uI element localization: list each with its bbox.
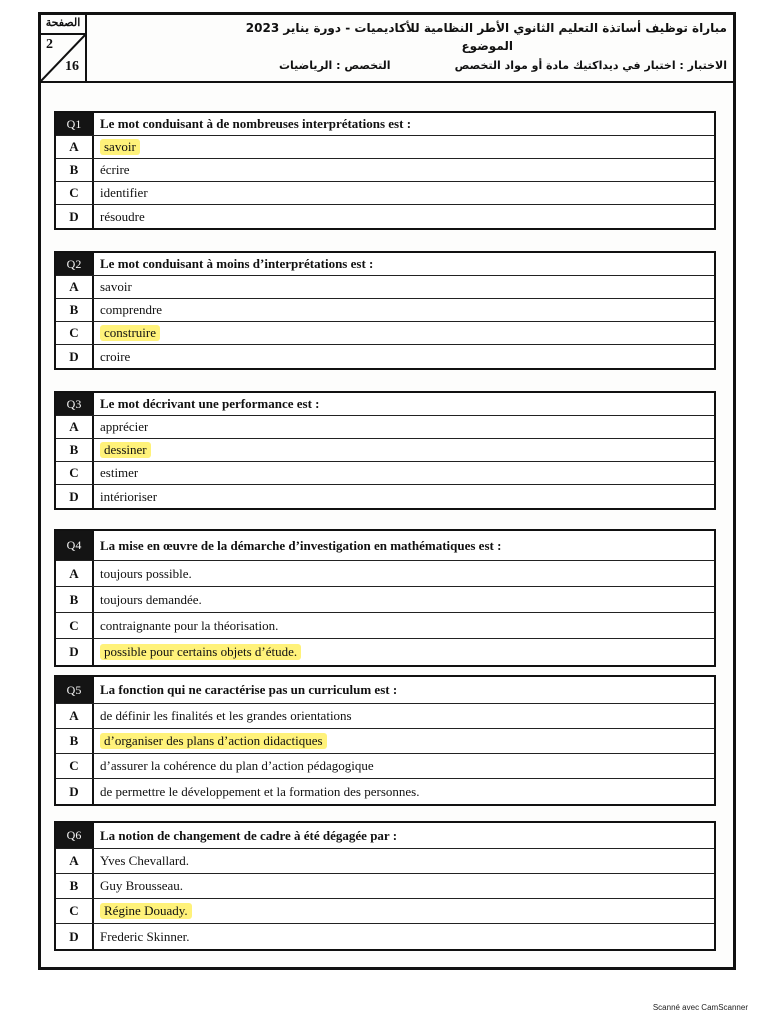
- option-text: de définir les finalités et les grandes orientations: [100, 708, 352, 723]
- exam-title: مباراة توظيف أساتذة التعليم الثانوي الأطر النظامية للأكاديميات - دورة يناير 2023: [245, 21, 727, 35]
- question-header-row: [56, 113, 714, 136]
- question-header-row: [56, 677, 714, 704]
- question-block-q3: [54, 391, 716, 510]
- question-block-q2: [54, 251, 716, 370]
- question-text: Le mot conduisant à de nombreuses interprétations est :: [100, 116, 412, 131]
- question-text: Le mot décrivant une performance est :: [100, 396, 320, 411]
- option-row[interactable]: [56, 159, 714, 182]
- question-block-q1: [54, 111, 716, 230]
- option-letter: A: [56, 276, 94, 298]
- option-row[interactable]: [56, 345, 714, 368]
- option-row[interactable]: [56, 779, 714, 804]
- option-row[interactable]: [56, 613, 714, 639]
- question-number: Q4: [56, 531, 94, 560]
- page-number: 2: [46, 37, 53, 52]
- question-number: Q2: [56, 253, 94, 275]
- question-block-q4: [54, 529, 716, 667]
- question-header-row: [56, 393, 714, 416]
- option-row[interactable]: [56, 462, 714, 485]
- option-text: identifier: [100, 185, 148, 200]
- option-row[interactable]: [56, 704, 714, 729]
- question-block-q6: [54, 821, 716, 951]
- option-letter: D: [56, 639, 94, 665]
- option-text-highlighted: savoir: [100, 139, 140, 155]
- option-row[interactable]: [56, 849, 714, 874]
- option-row[interactable]: [56, 416, 714, 439]
- question-number: Q6: [56, 823, 94, 848]
- option-text: toujours demandée.: [100, 591, 202, 607]
- question-text: La mise en œuvre de la démarche d’investigation en mathématiques est :: [100, 537, 502, 553]
- option-text: savoir: [100, 279, 132, 294]
- option-text-highlighted: d’organiser des plans d’action didactiques: [100, 733, 327, 749]
- option-text: Guy Brousseau.: [100, 878, 184, 893]
- option-letter: B: [56, 729, 94, 753]
- option-text: d’assurer la cohérence du plan d’action pédagogique: [100, 758, 374, 773]
- option-letter: D: [56, 779, 94, 804]
- option-row[interactable]: [56, 439, 714, 462]
- option-text: estimer: [100, 465, 139, 480]
- option-text-highlighted: dessiner: [100, 442, 151, 458]
- option-row[interactable]: [56, 485, 714, 508]
- option-letter: B: [56, 159, 94, 181]
- option-letter: A: [56, 561, 94, 586]
- question-block-q5: [54, 675, 716, 806]
- question-number: Q5: [56, 677, 94, 703]
- option-text-highlighted: possible pour certains objets d’étude.: [100, 644, 301, 660]
- option-text-highlighted: Régine Douady.: [100, 903, 192, 919]
- test-label: الاختبار : اختبار في ديداكتيك مادة أو مواد التخصص: [454, 59, 727, 72]
- option-row[interactable]: [56, 276, 714, 299]
- option-letter: B: [56, 874, 94, 898]
- option-row[interactable]: [56, 729, 714, 754]
- option-letter: C: [56, 462, 94, 484]
- exam-header: [41, 15, 733, 83]
- option-text: résoudre: [100, 208, 145, 224]
- question-header-row: [56, 531, 714, 561]
- question-text: Le mot conduisant à moins d’interprétations est :: [100, 256, 374, 271]
- option-letter: B: [56, 587, 94, 612]
- option-row[interactable]: [56, 561, 714, 587]
- option-text: comprendre: [100, 302, 163, 317]
- scanner-watermark: Scanné avec CamScanner: [652, 1003, 748, 1012]
- subject-label: الموضوع: [461, 39, 513, 53]
- option-row[interactable]: [56, 322, 714, 345]
- option-letter: D: [56, 205, 94, 228]
- option-text: intérioriser: [100, 488, 158, 504]
- option-row[interactable]: [56, 899, 714, 924]
- option-letter: D: [56, 345, 94, 368]
- question-text: La notion de changement de cadre à été dégagée par :: [100, 827, 398, 843]
- option-text-highlighted: construire: [100, 325, 160, 341]
- option-row[interactable]: [56, 754, 714, 779]
- option-row[interactable]: [56, 299, 714, 322]
- option-row[interactable]: [56, 205, 714, 228]
- option-letter: C: [56, 182, 94, 204]
- option-letter: C: [56, 613, 94, 638]
- option-text: écrire: [100, 162, 130, 177]
- question-header-row: [56, 253, 714, 276]
- specialty-label: التخصص : الرياضيات: [279, 59, 391, 72]
- option-text: Yves Chevallard.: [100, 853, 189, 868]
- option-text: toujours possible.: [100, 565, 192, 581]
- option-letter: C: [56, 754, 94, 778]
- option-text: apprécier: [100, 419, 149, 434]
- option-text: de permettre le développement et la formation des personnes.: [100, 783, 420, 799]
- option-row[interactable]: [56, 874, 714, 899]
- option-letter: B: [56, 439, 94, 461]
- option-letter: C: [56, 899, 94, 923]
- option-letter: D: [56, 924, 94, 949]
- option-row[interactable]: [56, 639, 714, 665]
- option-row[interactable]: [56, 136, 714, 159]
- option-letter: A: [56, 136, 94, 158]
- option-letter: B: [56, 299, 94, 321]
- question-number: Q1: [56, 113, 94, 135]
- option-text: croire: [100, 348, 131, 364]
- question-text: La fonction qui ne caractérise pas un curriculum est :: [100, 682, 398, 697]
- question-number: Q3: [56, 393, 94, 415]
- option-letter: C: [56, 322, 94, 344]
- exam-page: [38, 12, 736, 970]
- option-letter: A: [56, 849, 94, 873]
- option-letter: A: [56, 704, 94, 728]
- question-header-row: [56, 823, 714, 849]
- option-letter: D: [56, 485, 94, 508]
- option-text: contraignante pour la théorisation.: [100, 617, 279, 633]
- option-text: Frederic Skinner.: [100, 928, 190, 944]
- page-label: الصفحة: [41, 15, 85, 35]
- page-total: 16: [65, 59, 79, 74]
- option-row[interactable]: [56, 182, 714, 205]
- option-letter: A: [56, 416, 94, 438]
- option-row[interactable]: [56, 924, 714, 949]
- page-number-box: [41, 15, 87, 81]
- option-row[interactable]: [56, 587, 714, 613]
